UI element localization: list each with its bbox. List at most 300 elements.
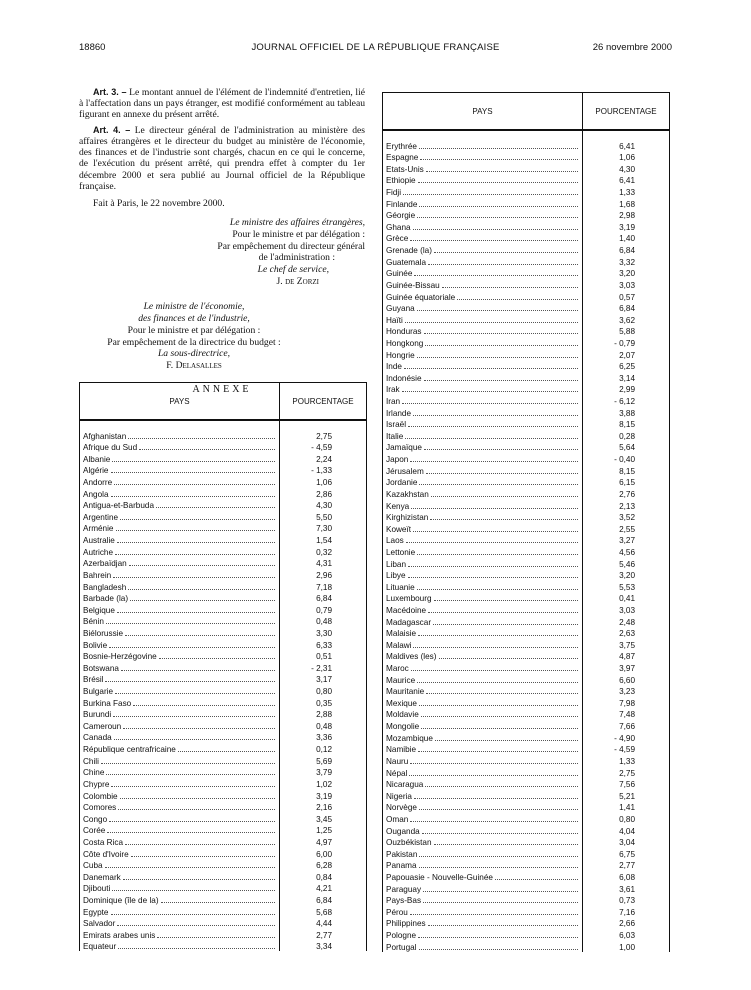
country-cell xyxy=(80,893,280,905)
country-name: Bangladesh xyxy=(83,582,127,592)
table-row xyxy=(80,429,367,441)
country-name: Madagascar xyxy=(386,617,432,627)
table-row xyxy=(383,627,670,639)
table-row xyxy=(80,801,367,813)
table-row xyxy=(80,719,367,731)
country-name: Luxembourg xyxy=(386,594,432,604)
country-cell xyxy=(383,580,583,592)
percentage-cell: 0,12 xyxy=(280,742,367,754)
country-name: Liban xyxy=(386,559,407,569)
percentage-cell: 1,54 xyxy=(280,533,367,545)
country-name: Corée xyxy=(83,826,106,836)
table-row xyxy=(383,162,670,174)
country-name: Kazakhstan xyxy=(386,489,429,499)
country-cell xyxy=(383,824,583,836)
country-cell xyxy=(383,290,583,302)
country-name: Portugal xyxy=(386,942,417,952)
country-cell xyxy=(383,731,583,743)
percentage-cell: 3,27 xyxy=(583,534,670,546)
table-row xyxy=(80,475,367,487)
percentage-cell: 3,36 xyxy=(280,731,367,743)
table-row xyxy=(80,499,367,511)
country-cell xyxy=(80,905,280,917)
country-name: Algérie xyxy=(83,466,109,476)
table-row xyxy=(383,696,670,708)
country-name: Malawi xyxy=(386,640,412,650)
percentage-cell: 1,25 xyxy=(280,824,367,836)
col-header-country: PAYS xyxy=(383,93,583,131)
percentage-cell: 3,45 xyxy=(280,812,367,824)
table-row xyxy=(80,487,367,499)
table-row xyxy=(383,847,670,859)
country-cell xyxy=(383,743,583,755)
country-name: Israël xyxy=(386,420,407,430)
table-row xyxy=(383,360,670,372)
country-cell xyxy=(383,429,583,441)
country-name: Pays-Bas xyxy=(386,896,422,906)
percentage-cell: 0,79 xyxy=(280,603,367,615)
table-row xyxy=(80,789,367,801)
table-row xyxy=(383,557,670,569)
table-row xyxy=(383,836,670,848)
country-name: Albanie xyxy=(83,454,111,464)
sig2-signatory: F. Delasalles xyxy=(166,359,222,371)
table-row xyxy=(383,569,670,581)
country-name: Jérusalem xyxy=(386,466,424,476)
country-name: Guatemala xyxy=(386,257,427,267)
percentage-cell: 6,08 xyxy=(583,870,670,882)
country-cell xyxy=(383,139,583,151)
percentage-cell: 4,21 xyxy=(280,882,367,894)
table-row xyxy=(80,626,367,638)
country-name: Kenya xyxy=(386,501,410,511)
country-cell xyxy=(80,603,280,615)
country-cell xyxy=(80,731,280,743)
percentage-cell: 2,96 xyxy=(280,568,367,580)
table-row xyxy=(80,731,367,743)
table-row xyxy=(383,313,670,325)
percentage-cell: - 1,33 xyxy=(280,464,367,476)
country-cell xyxy=(383,894,583,906)
percentage-cell: 6,33 xyxy=(280,638,367,650)
table-row xyxy=(80,661,367,673)
percentage-cell: 4,30 xyxy=(583,162,670,174)
percentage-cell: 0,48 xyxy=(280,615,367,627)
country-name: Haïti xyxy=(386,315,403,325)
fait-a-paris: Fait à Paris, le 22 novembre 2000. xyxy=(93,197,225,209)
percentage-cell: 2,16 xyxy=(280,801,367,813)
country-name: Bulgarie xyxy=(83,687,114,697)
country-name: Mauritanie xyxy=(386,687,425,697)
percentage-cell: 3,34 xyxy=(280,940,367,952)
country-cell xyxy=(80,510,280,522)
table-row xyxy=(383,406,670,418)
country-cell xyxy=(383,928,583,940)
percentage-cell: 2,99 xyxy=(583,383,670,395)
percentage-cell: 6,15 xyxy=(583,476,670,488)
country-name: Nigeria xyxy=(386,791,412,801)
country-cell xyxy=(80,522,280,534)
table-row xyxy=(383,209,670,221)
country-cell xyxy=(80,917,280,929)
percentage-cell: 1,06 xyxy=(583,151,670,163)
country-cell xyxy=(383,836,583,848)
country-name: Laos xyxy=(386,536,404,546)
percentage-cell: 5,69 xyxy=(280,754,367,766)
table-row xyxy=(80,893,367,905)
country-cell xyxy=(80,650,280,662)
percentage-cell: 5,53 xyxy=(583,580,670,592)
table-row xyxy=(80,777,367,789)
percentage-cell: 4,56 xyxy=(583,545,670,557)
country-cell xyxy=(383,360,583,372)
percentage-cell: 4,44 xyxy=(280,917,367,929)
percentage-cell: 2,77 xyxy=(280,928,367,940)
table-row xyxy=(80,452,367,464)
percentage-cell: 3,03 xyxy=(583,278,670,290)
percentage-cell: 2,13 xyxy=(583,499,670,511)
country-name: Maurice xyxy=(386,675,416,685)
table-row xyxy=(383,650,670,662)
country-cell xyxy=(383,661,583,673)
country-name: Etats-Unis xyxy=(386,164,424,174)
percentage-cell: 2,66 xyxy=(583,917,670,929)
percentage-cell: 6,25 xyxy=(583,360,670,372)
sig2-line: Pour le ministre et par délégation : xyxy=(127,324,261,336)
percentage-cell: 8,15 xyxy=(583,464,670,476)
country-name: Maroc xyxy=(386,664,409,674)
percentage-cell: 4,97 xyxy=(280,835,367,847)
percentage-cell: 2,88 xyxy=(280,708,367,720)
table-row xyxy=(80,615,367,627)
percentage-cell: 2,48 xyxy=(583,615,670,627)
country-name: Cuba xyxy=(83,861,103,871)
table-row xyxy=(383,418,670,430)
table-row xyxy=(383,452,670,464)
percentage-cell: 1,02 xyxy=(280,777,367,789)
percentage-cell: 6,41 xyxy=(583,139,670,151)
percentage-cell: 4,30 xyxy=(280,499,367,511)
left-column xyxy=(79,87,365,395)
country-name: Jordanie xyxy=(386,478,418,488)
sig2-line: des finances et de l'industrie, xyxy=(138,313,250,325)
country-name: Ethiopie xyxy=(386,176,416,186)
table-row xyxy=(383,325,670,337)
country-cell xyxy=(383,185,583,197)
percentage-cell: 6,84 xyxy=(280,592,367,604)
percentage-cell: 5,46 xyxy=(583,557,670,569)
country-name: Panama xyxy=(386,861,417,871)
sig1-line: Le chef de service, xyxy=(257,264,329,275)
percentage-cell: - 0,79 xyxy=(583,336,670,348)
country-name: Koweït xyxy=(386,524,412,534)
table-row xyxy=(383,499,670,511)
table-row xyxy=(383,870,670,882)
country-name: Kirghizistan xyxy=(386,513,429,523)
table-row xyxy=(383,232,670,244)
table-row xyxy=(383,592,670,604)
country-name: Fidji xyxy=(386,188,402,198)
country-name: Antigua-et-Barbuda xyxy=(83,501,155,511)
country-cell xyxy=(383,522,583,534)
article-3-label: Art. 3. – xyxy=(93,87,127,97)
article-4-text: Le directeur général de l'administration au ministère des affaires étrangères et le directeur du budget au ministère de l'économie, des finances et de l'industrie sont chargés, chacun en ce qui le concerne, de l'exécution du présent arrêté, qui prendra effet à compter du 1er décembre 2000 et sera publié au Journal officiel de la République française. xyxy=(79,124,365,192)
table-header-row xyxy=(383,93,670,131)
table-row xyxy=(383,673,670,685)
country-cell xyxy=(383,371,583,383)
country-name: Andorre xyxy=(83,478,113,488)
country-cell xyxy=(383,708,583,720)
table-row xyxy=(383,638,670,650)
country-name: Moldavie xyxy=(386,710,419,720)
country-name: Grenade (la) xyxy=(386,246,432,256)
country-cell xyxy=(383,882,583,894)
country-name: Biélorussie xyxy=(83,628,124,638)
country-cell xyxy=(383,255,583,267)
country-name: Emirats arabes unis xyxy=(83,930,156,940)
percentage-cell: 0,84 xyxy=(280,870,367,882)
country-name: Géorgie xyxy=(386,211,416,221)
country-name: Costa Rica xyxy=(83,837,124,847)
table-row xyxy=(80,650,367,662)
country-name: Maldives (les) xyxy=(386,652,437,662)
percentage-cell: 2,24 xyxy=(280,452,367,464)
country-cell xyxy=(80,533,280,545)
table-row xyxy=(80,603,367,615)
table-row xyxy=(383,882,670,894)
country-name: Ghana xyxy=(386,222,411,232)
table-row xyxy=(383,290,670,302)
percentage-cell: 3,75 xyxy=(583,638,670,650)
percentage-cell: 3,79 xyxy=(280,766,367,778)
percentage-cell: 6,00 xyxy=(280,847,367,859)
country-cell xyxy=(383,870,583,882)
country-name: Nicaragua xyxy=(386,780,424,790)
country-name: Oman xyxy=(386,814,409,824)
percentage-cell: 3,04 xyxy=(583,836,670,848)
table-row xyxy=(383,243,670,255)
table-row xyxy=(80,510,367,522)
country-cell xyxy=(383,766,583,778)
sig1-line: Le ministre des affaires étrangères, xyxy=(229,217,365,229)
table-row xyxy=(383,661,670,673)
table-row xyxy=(383,545,670,557)
country-cell xyxy=(383,197,583,209)
table-row xyxy=(383,580,670,592)
country-cell xyxy=(80,452,280,464)
country-cell xyxy=(80,557,280,569)
col-header-percentage: POURCENTAGE xyxy=(280,383,367,421)
country-name: Hongrie xyxy=(386,350,415,360)
country-name: Irlande xyxy=(386,408,412,418)
table-row xyxy=(383,534,670,546)
country-name: Burundi xyxy=(83,710,112,720)
country-cell xyxy=(383,406,583,418)
country-cell xyxy=(383,232,583,244)
country-name: Mexique xyxy=(386,698,417,708)
table-row xyxy=(80,464,367,476)
issue-date: 26 novembre 2000 xyxy=(592,42,672,53)
country-name: Honduras xyxy=(386,327,422,337)
percentage-cell: 7,66 xyxy=(583,719,670,731)
country-cell xyxy=(383,940,583,952)
sig1-line: Par empêchement du directeur général xyxy=(217,240,365,252)
article-4-label: Art. 4. – xyxy=(93,124,131,135)
percentage-cell: 6,84 xyxy=(583,243,670,255)
percentage-cell: 7,56 xyxy=(583,778,670,790)
table-row xyxy=(383,197,670,209)
country-cell xyxy=(383,162,583,174)
country-cell xyxy=(383,302,583,314)
percentage-cell: 0,57 xyxy=(583,290,670,302)
country-cell xyxy=(383,847,583,859)
country-cell xyxy=(80,824,280,836)
percentage-cell: 6,28 xyxy=(280,859,367,871)
country-name: Pérou xyxy=(386,907,408,917)
percentage-cell: 1,00 xyxy=(583,940,670,952)
percentage-cell: 3,88 xyxy=(583,406,670,418)
percentage-cell: 0,48 xyxy=(280,719,367,731)
table-row xyxy=(383,487,670,499)
country-cell xyxy=(80,859,280,871)
percentage-cell: 2,75 xyxy=(280,429,367,441)
table-row xyxy=(383,754,670,766)
table-row xyxy=(80,638,367,650)
country-cell xyxy=(383,209,583,221)
country-cell xyxy=(80,615,280,627)
percentage-cell: 2,98 xyxy=(583,209,670,221)
table-row xyxy=(383,917,670,929)
percentage-cell: 2,75 xyxy=(583,766,670,778)
country-name: Burkina Faso xyxy=(83,698,132,708)
country-cell xyxy=(80,870,280,882)
table-row xyxy=(80,673,367,685)
country-name: Espagne xyxy=(386,153,419,163)
percentage-cell: 1,33 xyxy=(583,754,670,766)
table-row xyxy=(383,267,670,279)
table-row xyxy=(383,151,670,163)
table-row xyxy=(383,185,670,197)
table-row xyxy=(80,859,367,871)
table-row xyxy=(383,940,670,952)
country-cell xyxy=(383,627,583,639)
col-header-percentage: POURCENTAGE xyxy=(583,93,670,131)
percentage-cell: - 6,12 xyxy=(583,394,670,406)
percentage-cell: 3,19 xyxy=(583,220,670,232)
country-name: Cameroun xyxy=(83,721,122,731)
country-cell xyxy=(383,789,583,801)
country-name: Guyana xyxy=(386,304,415,314)
percentage-cell: 6,84 xyxy=(280,893,367,905)
signature-affaires-etrangeres xyxy=(79,217,365,287)
country-cell xyxy=(383,545,583,557)
percentage-cell: 2,63 xyxy=(583,627,670,639)
country-name: Malaisie xyxy=(386,629,417,639)
table-row xyxy=(383,278,670,290)
percentage-cell: 1,40 xyxy=(583,232,670,244)
percentage-cell: 5,50 xyxy=(280,510,367,522)
page-number: 18860 xyxy=(79,42,106,53)
sig2-line: La sous-directrice, xyxy=(157,348,231,360)
country-cell xyxy=(80,545,280,557)
table-row xyxy=(383,464,670,476)
country-name: Egypte xyxy=(83,907,109,917)
table-row xyxy=(383,522,670,534)
country-cell xyxy=(383,511,583,523)
country-name: Comores xyxy=(83,803,117,813)
percentage-cell: 5,88 xyxy=(583,325,670,337)
country-cell xyxy=(80,882,280,894)
table-row xyxy=(80,847,367,859)
country-name: Libye xyxy=(386,571,406,581)
percentage-cell: 6,41 xyxy=(583,174,670,186)
country-cell xyxy=(383,603,583,615)
country-name: Guinée xyxy=(386,269,413,279)
table-row xyxy=(383,348,670,360)
table-row xyxy=(383,371,670,383)
table-row xyxy=(80,557,367,569)
table-row xyxy=(383,394,670,406)
percentage-cell: - 4,59 xyxy=(583,743,670,755)
country-name: Djibouti xyxy=(83,884,111,894)
country-name: Azerbaïdjan xyxy=(83,559,127,569)
table-row xyxy=(383,859,670,871)
country-cell xyxy=(80,638,280,650)
percentage-cell: 3,30 xyxy=(280,626,367,638)
percentage-cell: 0,28 xyxy=(583,429,670,441)
country-name: Barbade (la) xyxy=(83,594,129,604)
country-name: Canada xyxy=(83,733,112,743)
country-name: Bosnie-Herzégovine xyxy=(83,652,157,662)
country-cell xyxy=(383,336,583,348)
table-row xyxy=(383,894,670,906)
percentage-cell: - 0,40 xyxy=(583,452,670,464)
country-cell xyxy=(383,859,583,871)
table-row xyxy=(80,882,367,894)
country-name: Chine xyxy=(83,768,105,778)
country-cell xyxy=(80,626,280,638)
country-cell xyxy=(80,441,280,453)
country-name: Bahrein xyxy=(83,570,112,580)
country-cell xyxy=(383,452,583,464)
country-name: Botswana xyxy=(83,663,119,673)
country-name: Irak xyxy=(386,385,400,395)
percentage-cell: 0,32 xyxy=(280,545,367,557)
percentage-cell: 4,31 xyxy=(280,557,367,569)
country-name: Salvador xyxy=(83,919,116,929)
table-row xyxy=(383,731,670,743)
percentage-cell: 6,75 xyxy=(583,847,670,859)
percentage-cell: 0,73 xyxy=(583,894,670,906)
table-row xyxy=(80,708,367,720)
percentage-cell: 5,68 xyxy=(280,905,367,917)
country-name: Equateur xyxy=(83,942,117,952)
percentage-cell: 0,80 xyxy=(583,812,670,824)
country-cell xyxy=(80,812,280,824)
table-row xyxy=(383,603,670,615)
percentage-cell: 7,30 xyxy=(280,522,367,534)
table-row xyxy=(383,255,670,267)
country-cell xyxy=(383,812,583,824)
table-row xyxy=(80,684,367,696)
country-name: Indonésie xyxy=(386,373,422,383)
table-row xyxy=(80,766,367,778)
country-name: Autriche xyxy=(83,547,114,557)
country-name: Dominique (île de la) xyxy=(83,895,159,905)
percentage-cell: 3,62 xyxy=(583,313,670,325)
country-cell xyxy=(383,174,583,186)
country-name: Congo xyxy=(83,814,108,824)
